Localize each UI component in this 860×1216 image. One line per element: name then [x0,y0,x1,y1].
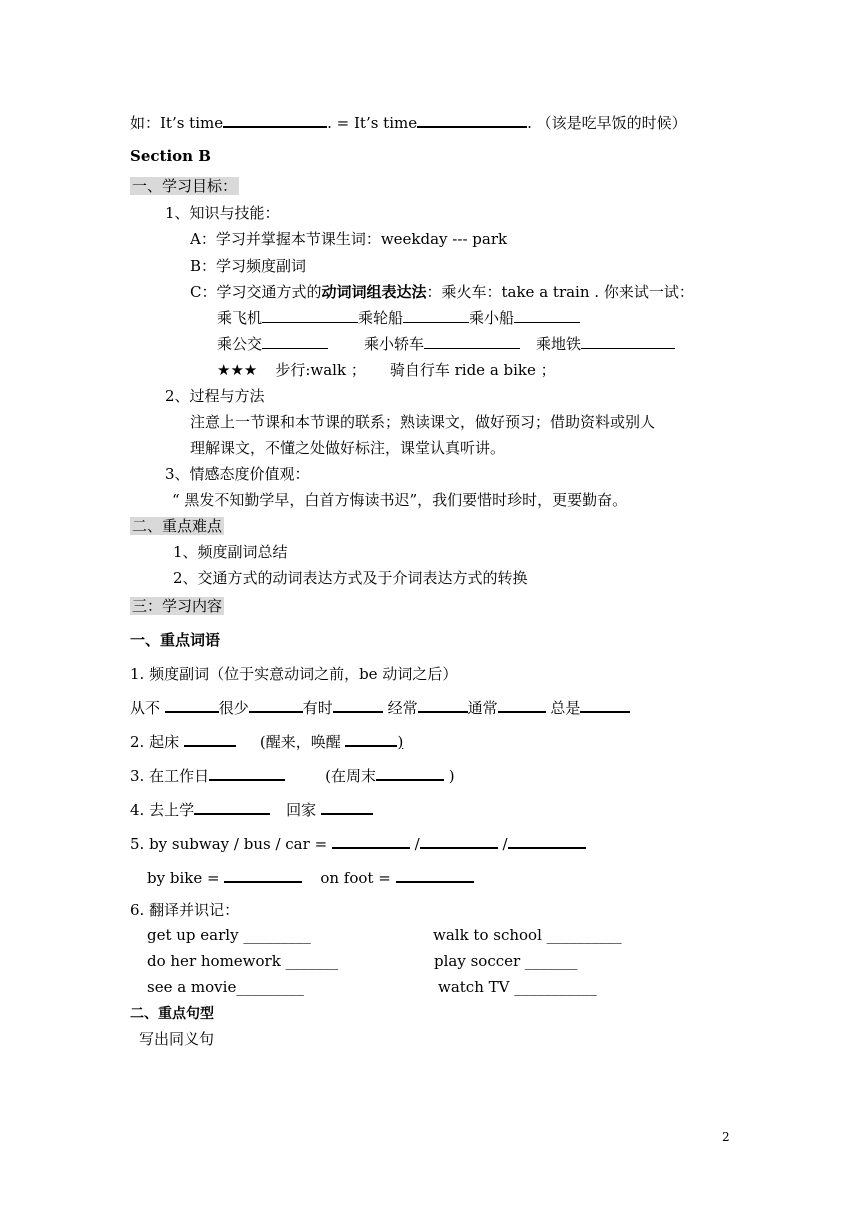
heading-objectives: 一、学习目标： [132,177,238,195]
item-knowledge: 1、知识与技能： [165,204,280,222]
heading-key-points: 二、重点难点 [132,517,223,535]
blank[interactable] [321,799,373,815]
star-icon: ★★★ [217,361,258,379]
blank[interactable] [424,334,520,349]
item-process: 2、过程与方法 [165,387,265,405]
blank[interactable] [165,697,219,713]
q1-text: 1. 频度副词（位于实意动词之前，be 动词之后） [130,665,458,683]
q3-row: 3. 在工作日 (在周末 ) [130,767,455,785]
blank[interactable] [396,867,474,883]
translate-1a: get up early _________ [147,926,311,944]
blank[interactable] [420,833,498,849]
key-sentences-text: 写出同义句 [139,1030,215,1048]
q2-row: 2. 起床 (醒来，唤醒 ) [130,733,404,751]
process-text-2: 理解课文，不懂之处做好标注，课堂认真听讲。 [190,439,506,457]
key-words-title: 一、重点词语 [130,631,221,649]
blank[interactable] [418,697,468,713]
blank[interactable] [333,697,383,713]
blank[interactable] [194,799,270,815]
blank[interactable] [262,334,328,349]
q5b-row: by bike = on foot = [147,867,474,888]
q6-text: 6. 翻译并识记： [130,901,240,919]
blank[interactable] [249,697,303,713]
key-sentences-title: 二、重点句型 [130,1006,214,1022]
heading-content: 三：学习内容 [132,597,223,615]
blank[interactable] [376,765,444,781]
translate-3a: see a movie_________ [147,978,304,996]
item-a: A：学习并掌握本节课生词：weekday --- park [190,230,508,248]
transport-row-2: 乘公交 乘小轿车 乘地铁 [217,334,675,354]
blank[interactable] [514,308,580,323]
blank[interactable] [209,765,285,781]
blank[interactable] [581,334,675,349]
section-b-title: Section B [130,147,211,165]
translate-2b: play soccer _______ [434,952,578,970]
translate-2a: do her homework _______ [147,952,339,970]
blank[interactable] [508,833,586,849]
values-text: “ 黑发不知勤学早，白首方悔读书迟”，我们要惜时珍时，更要勤奋。 [172,491,628,509]
translate-1b: walk to school __________ [433,926,622,944]
key-point-1: 1、频度副词总结 [173,543,288,561]
blank[interactable] [223,112,327,128]
blank[interactable] [403,308,469,323]
process-text-1: 注意上一节课和本节课的联系；熟读课文，做好预习；借助资料或别人 [190,413,656,431]
translate-3b: watch TV ___________ [438,978,597,996]
page-number: 2 [722,1130,730,1144]
item-c: C：学习交通方式的动词词组表达法：乘火车：take a train . 你来试一试： [190,283,694,301]
blank[interactable] [345,731,397,747]
item-b: B：学习频度副词 [190,257,307,275]
blank[interactable] [224,867,302,883]
q1-row: 从不 很少 有时 经常 通常 总是 [130,697,630,718]
item-values: 3、情感态度价值观： [165,465,310,483]
transport-row-1: 乘飞机 乘轮船 乘小船 [217,308,580,328]
example-line: 如：It’s time . = It’s time . （该是吃早饭的时候） [130,114,687,132]
blank[interactable] [498,697,546,713]
q4-row: 4. 去上学 回家 [130,799,373,820]
transport-row-3: ★★★ 步行:walk ； 骑自行车 ride a bike ； [217,361,556,379]
blank[interactable] [332,833,410,849]
blank[interactable] [417,112,527,128]
q5-row: 5. by subway / bus / car = / / [130,833,586,854]
blank[interactable] [184,731,236,747]
key-point-2: 2、交通方式的动词表达方式及于介词表达方式的转换 [173,569,528,587]
blank[interactable] [262,308,358,323]
blank[interactable] [580,697,630,713]
